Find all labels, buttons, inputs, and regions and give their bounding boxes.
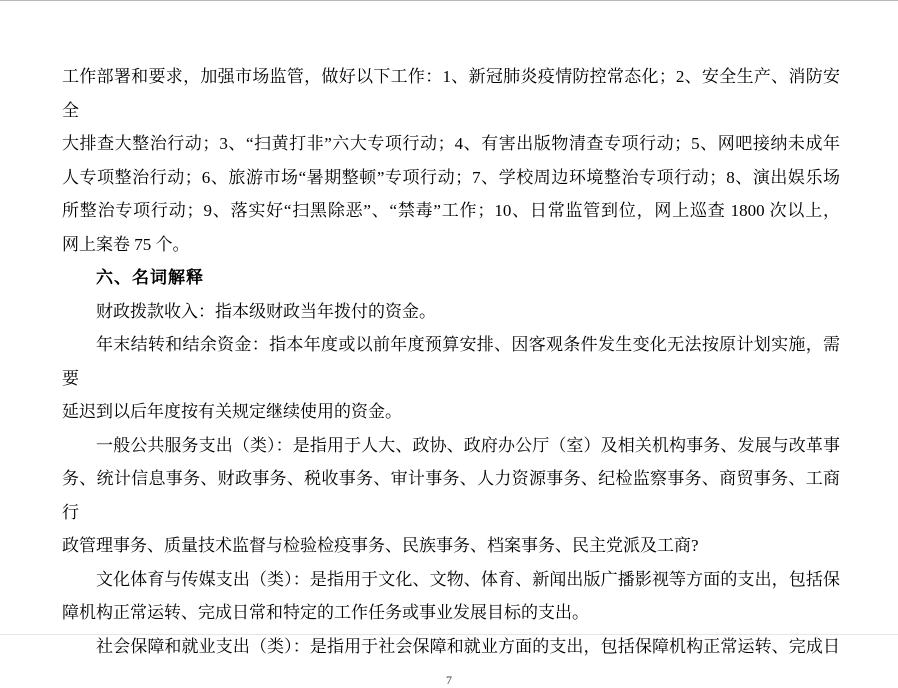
text-line: 网上案卷 75 个。 — [62, 234, 190, 254]
text-line: 所整治专项行动；9、落实好“扫黑除恶”、“禁毒”工作；10、日常监管到位，网上巡查 1800 次以上， — [62, 201, 840, 220]
text-line: 文化体育与传媒支出（类）：是指用于文化、文物、体育、新闻出版广播影视等方面的支出，包括保 — [96, 569, 840, 589]
text-line: 延迟到以后年度按有关规定继续使用的资金。 — [62, 402, 402, 421]
text-line: 年末结转和结余资金：指本年度或以前年度预算安排、因客观条件发生变化无法按原计划实施，需要 — [62, 335, 840, 388]
text-line: 一般公共服务支出（类）：是指用于人大、政协、政府办公厅（室）及相关机构事务、发展与改革事 — [96, 435, 840, 455]
paragraph — [62, 60, 840, 261]
text-line: 政管理事务、质量技术监督与检验检疫事务、民族事务、档案事务、民主党派及工商? — [62, 536, 699, 555]
text-line: 六、名词解释 — [96, 268, 204, 287]
paragraph — [62, 328, 840, 429]
text-line: 财政拨款收入：指本级财政当年拨付的资金。 — [96, 301, 436, 321]
text-line: 人专项整治行动；6、旅游市场“暑期整顿”专项行动；7、学校周边环境整治专项行动；8、演出娱乐场 — [62, 167, 840, 187]
section-heading — [62, 261, 840, 295]
paragraph — [62, 630, 840, 664]
text-line: 障机构正常运转、完成日常和特定的工作任务或事业发展目标的支出。 — [62, 603, 589, 622]
text-line: 社会保障和就业支出（类）：是指用于社会保障和就业方面的支出，包括保障机构正常运转、完成日 — [96, 636, 840, 656]
document-body — [0, 1, 898, 663]
text-line: 务、统计信息事务、财政事务、税收事务、审计事务、人力资源事务、纪检监察事务、商贸事务、工商行 — [62, 469, 840, 522]
paragraph — [62, 563, 840, 630]
page-number: 7 — [446, 673, 452, 687]
paragraph — [62, 295, 840, 329]
text-line: 工作部署和要求，加强市场监管，做好以下工作：1、新冠肺炎疫情防控常态化；2、安全生产、消防安全 — [62, 67, 840, 120]
text-line: 大排查大整治行动；3、“扫黄打非”六大专项行动；4、有害出版物清查专项行动；5、网吧接纳未成年 — [62, 134, 840, 153]
paragraph — [62, 429, 840, 563]
